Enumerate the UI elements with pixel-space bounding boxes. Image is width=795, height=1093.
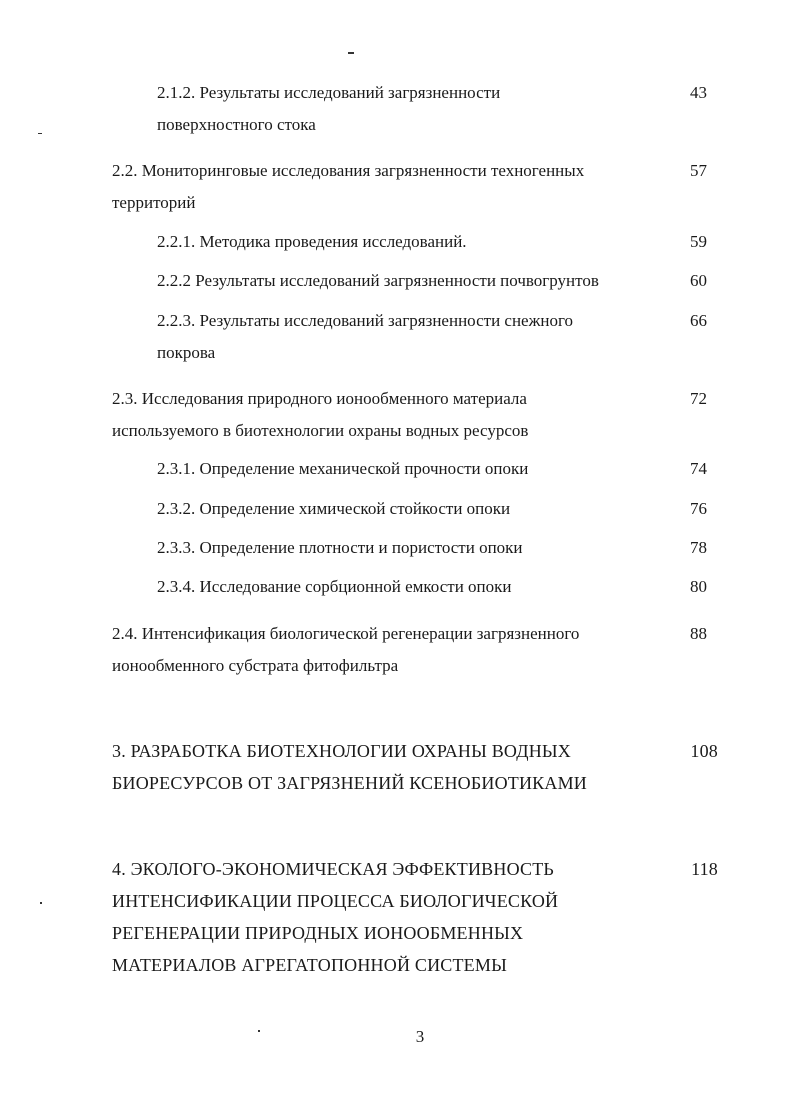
toc-entry-title: 2.3. Исследования природного ионообменного материала используемого в биотехнологии охраны водных ресурсов xyxy=(112,389,529,440)
toc-entry-title: 3. РАЗРАБОТКА БИОТЕХНОЛОГИИ ОХРАНЫ ВОДНЫХ БИОРЕСУРСОВ ОТ ЗАГРЯЗНЕНИЙ КСЕНОБИОТИКАМИ xyxy=(112,741,587,793)
toc-entry[interactable] xyxy=(157,226,717,258)
toc-entry[interactable] xyxy=(157,532,717,564)
toc-chapter[interactable] xyxy=(112,735,722,799)
page-number: 3 xyxy=(415,1027,425,1046)
scan-mark xyxy=(40,902,42,904)
toc-entry-title: 2.4. Интенсификация биологической регенерации загрязненного ионообменного субстрата фитофильтра xyxy=(112,624,580,675)
toc-entry-title: 2.2.3. Результаты исследований загрязненности снежного покрова xyxy=(157,311,573,362)
toc-entry-title: 2.2.1. Методика проведения исследований. xyxy=(157,232,467,251)
toc-entry[interactable] xyxy=(157,571,717,603)
toc-entry-title: 2.2. Мониторинговые исследования загрязненности техногенных территорий xyxy=(112,161,585,212)
toc-entry[interactable] xyxy=(112,383,717,447)
toc-entry[interactable] xyxy=(157,453,717,485)
toc-entry-page: 43 xyxy=(690,83,707,102)
toc-entry-page: 72 xyxy=(690,389,707,408)
scan-mark xyxy=(258,1030,260,1032)
toc-entry[interactable] xyxy=(112,618,717,682)
toc-entry-title: 2.3.3. Определение плотности и пористости опоки xyxy=(157,538,523,557)
toc-entry[interactable] xyxy=(157,305,717,369)
toc-entry-page: 76 xyxy=(690,499,707,518)
toc-entry-page: 57 xyxy=(690,161,707,180)
toc-entry[interactable] xyxy=(157,265,717,297)
scan-mark xyxy=(348,52,354,54)
toc-entry[interactable] xyxy=(157,77,717,141)
toc-entry-page: 59 xyxy=(690,232,707,251)
toc-entry[interactable] xyxy=(112,155,717,219)
toc-entry[interactable] xyxy=(157,493,717,525)
scan-mark xyxy=(38,133,42,134)
toc-entry-page: 88 xyxy=(690,624,707,643)
toc-chapter[interactable] xyxy=(112,853,722,981)
toc-entry-page: 78 xyxy=(690,538,707,557)
toc-entry-title: 4. ЭКОЛОГО-ЭКОНОМИЧЕСКАЯ ЭФФЕКТИВНОСТЬ ИНТЕНСИФИКАЦИИ ПРОЦЕССА БИОЛОГИЧЕСКОЙ РЕГЕНЕРАЦИИ ПРИРОДНЫХ ИОНООБМЕННЫХ МАТЕРИАЛОВ АГРЕГАТОПОННОЙ СИСТЕМЫ xyxy=(112,859,559,975)
toc-entry-page: 60 xyxy=(690,271,707,290)
toc-entry-page: 118 xyxy=(691,859,718,879)
toc-entry-title: 2.1.2. Результаты исследований загрязненности поверхностного стока xyxy=(157,83,501,134)
toc-entry-page: 74 xyxy=(690,459,707,478)
toc-entry-title: 2.3.4. Исследование сорбционной емкости опоки xyxy=(157,577,512,596)
toc-entry-page: 108 xyxy=(690,741,718,761)
toc-entry-title: 2.3.2. Определение химической стойкости опоки xyxy=(157,499,511,518)
toc-entry-page: 66 xyxy=(690,311,707,330)
toc-entry-page: 80 xyxy=(690,577,707,596)
toc-entry-title: 2.2.2 Результаты исследований загрязненности почвогрунтов xyxy=(157,271,599,290)
toc-entry-title: 2.3.1. Определение механической прочности опоки xyxy=(157,459,529,478)
